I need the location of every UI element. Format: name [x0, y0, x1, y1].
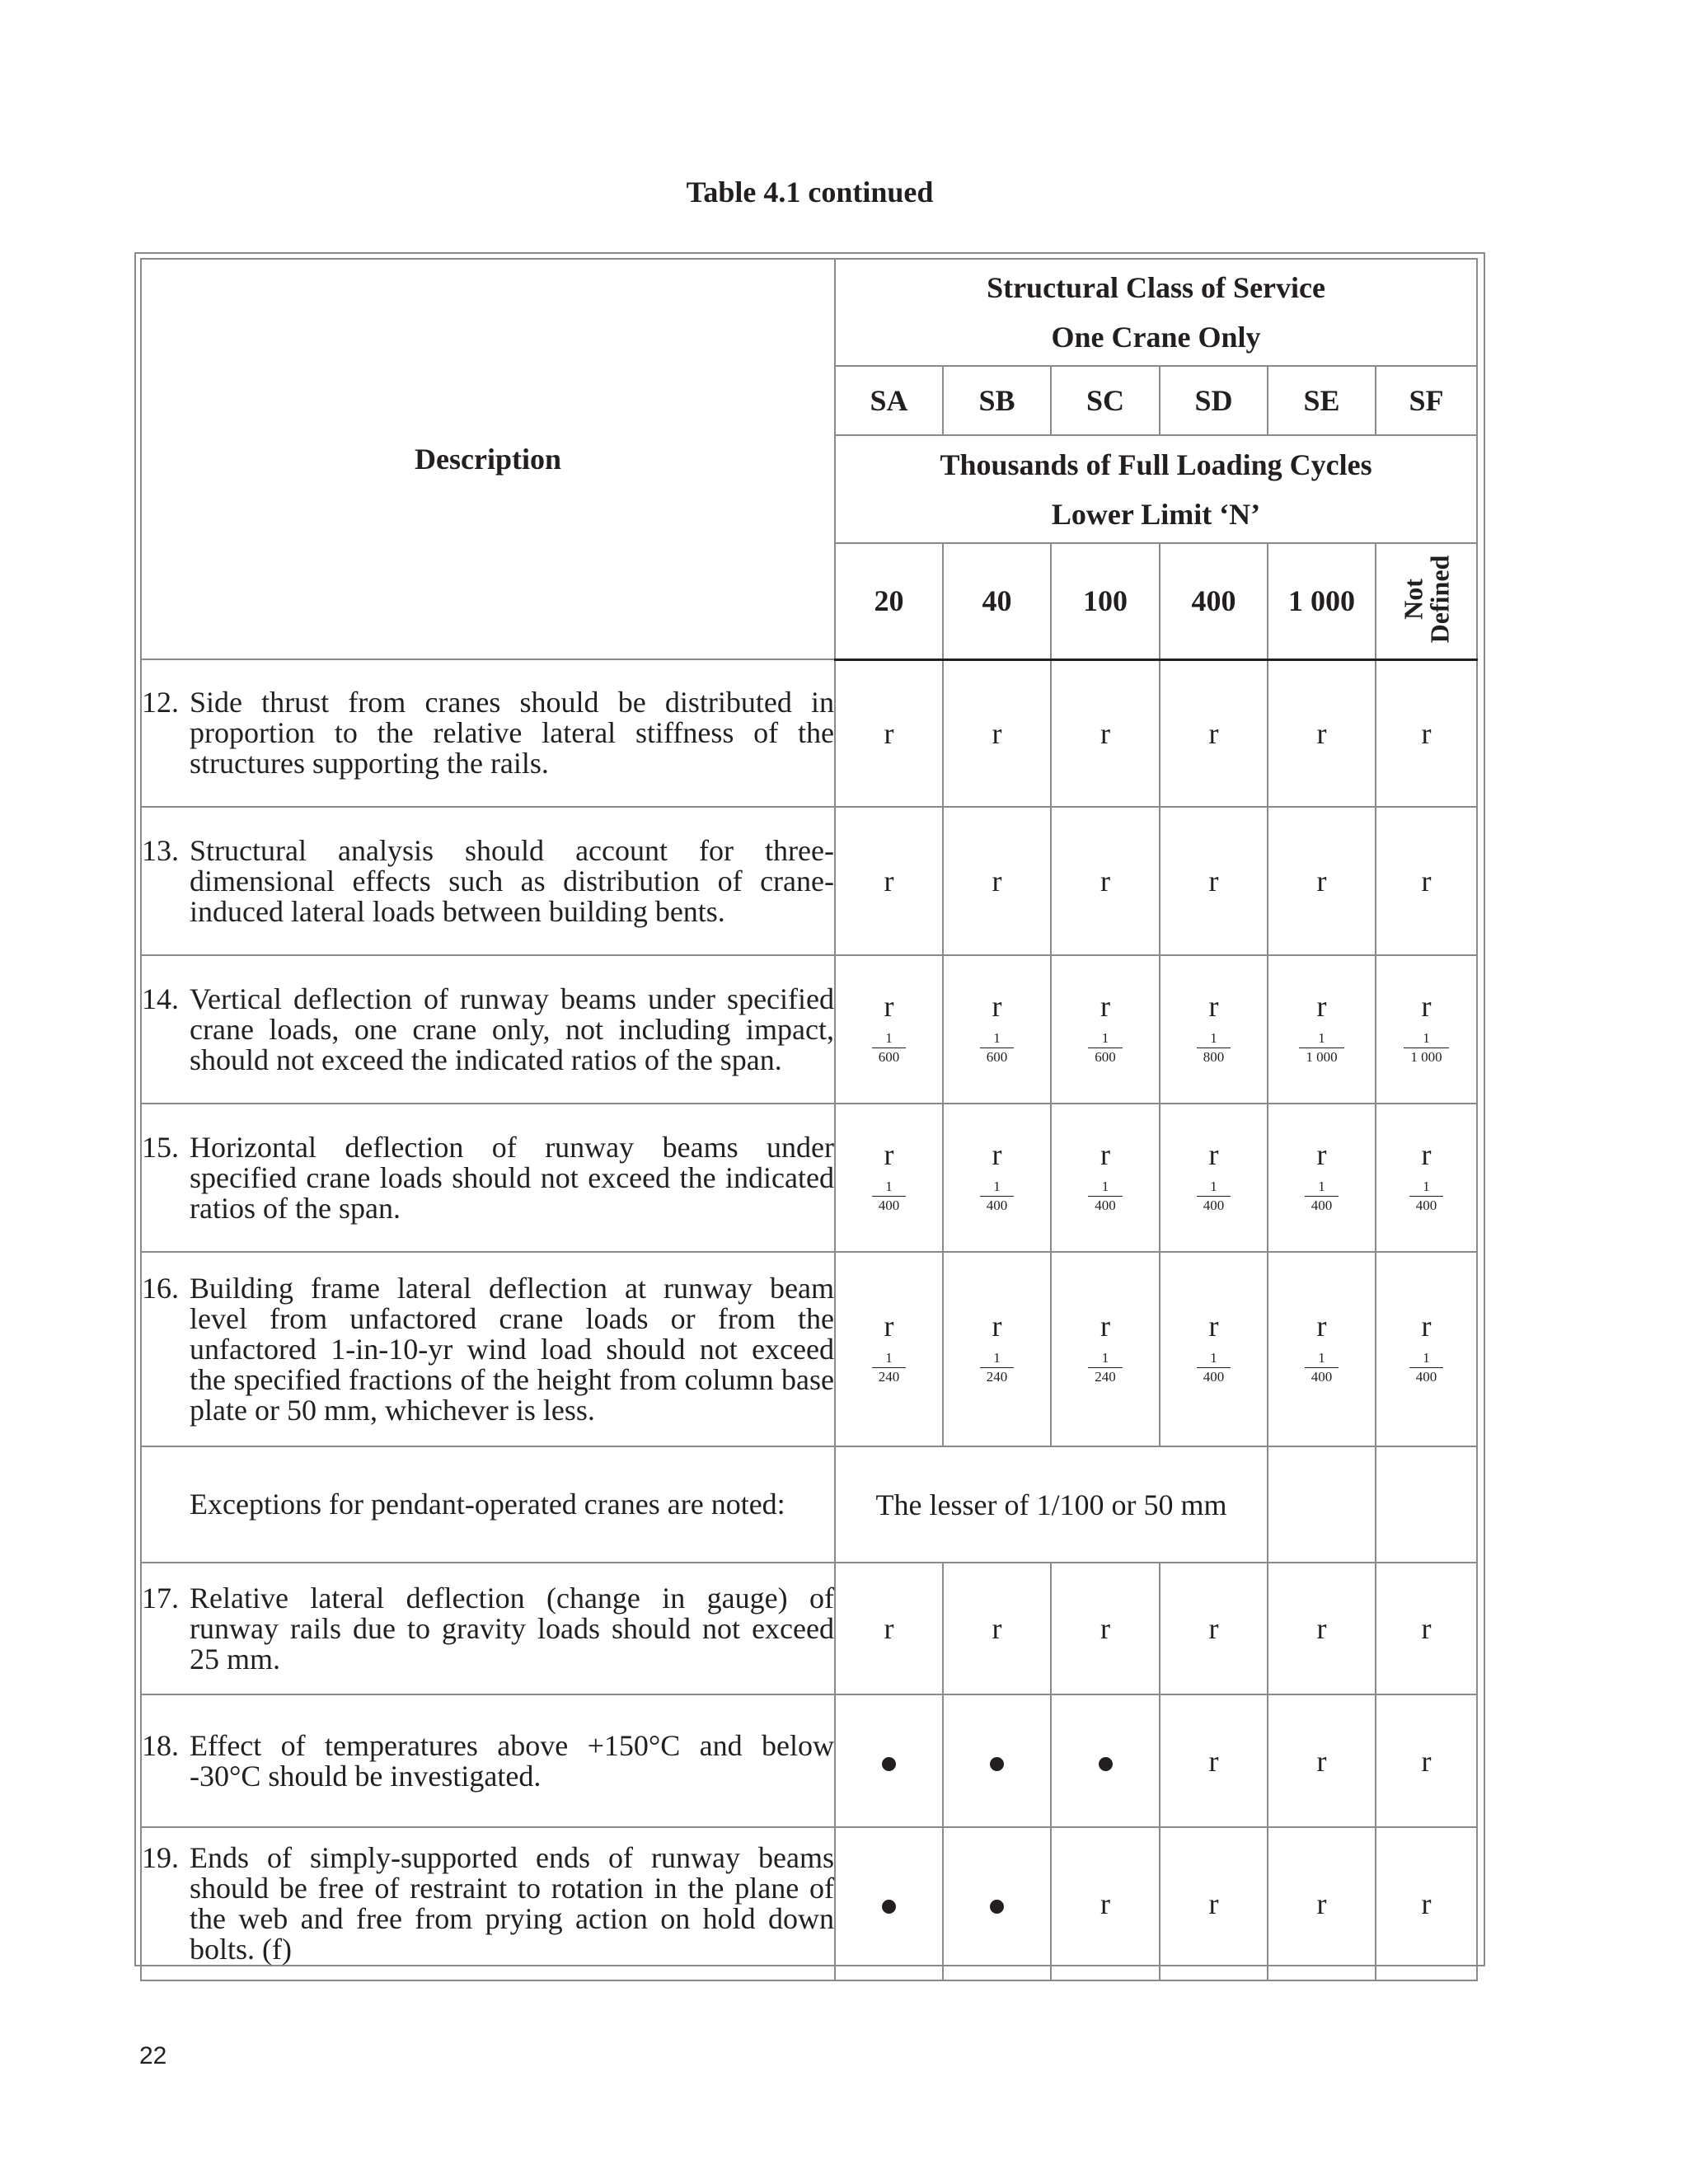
requirements-table [140, 258, 1478, 1981]
ratio-numerator: 1 [1210, 1350, 1217, 1366]
ratio-fraction [1197, 1351, 1231, 1385]
ratio-fraction [1305, 1351, 1339, 1385]
class-header-sb: SB [943, 366, 1051, 435]
ratio-numerator: 1 [1210, 1179, 1217, 1194]
cell-ratio [1160, 955, 1268, 1104]
cell-value: r [1376, 659, 1477, 807]
class-header-sf: SF [1376, 366, 1477, 435]
cell-value: r [1268, 1563, 1376, 1694]
ratio-numerator: 1 [885, 1030, 893, 1046]
cell-ratio [835, 1252, 943, 1446]
bullet-icon [882, 1757, 896, 1771]
ratio-fraction [1197, 1179, 1231, 1213]
cell-ratio [1268, 955, 1376, 1104]
ratio-numerator: 1 [885, 1350, 893, 1366]
ratio-fraction [872, 1351, 907, 1385]
ratio-fraction [1197, 1031, 1231, 1065]
ratio-fraction [872, 1031, 907, 1065]
cell-ratio [835, 955, 943, 1104]
ratio-fraction [1088, 1179, 1123, 1213]
cell-value: r [1100, 1310, 1110, 1343]
cell-value: r [1051, 1563, 1160, 1694]
exceptions-label: Exceptions for pendant-operated cranes are noted: [190, 1488, 785, 1521]
cell-value: r [1100, 1138, 1110, 1171]
ratio-fraction [1088, 1351, 1123, 1385]
not-defined-line1: Not [1398, 579, 1428, 621]
table-row [141, 1104, 1477, 1252]
cell-value: r [992, 1310, 1002, 1343]
cell-value: r [835, 807, 943, 955]
description-header: Description [141, 259, 835, 659]
cell-value: r [1208, 1138, 1219, 1171]
ratio-fraction [872, 1179, 907, 1213]
item-number: 18. [142, 1728, 179, 1762]
cell-value: r [1268, 1827, 1376, 1980]
cell-ratio [835, 1104, 943, 1252]
class-header-se: SE [1268, 366, 1376, 435]
ratio-denominator: 240 [986, 1369, 1008, 1385]
cell-value: r [1208, 1310, 1219, 1343]
cell-ratio [1376, 1104, 1477, 1252]
bullet-icon [990, 1757, 1004, 1771]
ratio-denominator: 800 [1203, 1049, 1225, 1065]
cell-value: r [1376, 1563, 1477, 1694]
table-caption: Table 4.1 continued [686, 176, 934, 209]
cell-ratio [1051, 1252, 1160, 1446]
ratio-numerator: 1 [1101, 1179, 1109, 1194]
cell-value: r [1421, 1310, 1432, 1343]
cell-value: r [1268, 659, 1376, 807]
item-description: Side thrust from cranes should be distributed in proportion to the relative lateral stiffness of the structures supporting the rails. [190, 686, 834, 780]
ratio-fraction [1305, 1179, 1339, 1213]
cycles-sf [1376, 543, 1477, 659]
ratio-numerator: 1 [1318, 1030, 1325, 1046]
table-row [141, 955, 1477, 1104]
ratio-numerator: 1 [993, 1030, 1001, 1046]
cell-value: r [1160, 807, 1268, 955]
cell-value: r [1100, 990, 1110, 1023]
table-row [141, 1563, 1477, 1694]
cell-value: r [1051, 1827, 1160, 1980]
loading-cycles-header [835, 435, 1477, 543]
cell-value: r [1160, 1694, 1268, 1827]
ratio-denominator: 400 [1415, 1369, 1437, 1385]
table-row [141, 659, 1477, 807]
ratio-denominator: 600 [986, 1049, 1008, 1065]
cell-value: r [943, 659, 1051, 807]
ratio-fraction [980, 1351, 1015, 1385]
cell-value: r [1376, 1694, 1477, 1827]
cell-ratio [1160, 1104, 1268, 1252]
cell-ratio [1160, 1252, 1268, 1446]
cycles-se: 1 000 [1268, 543, 1376, 659]
ratio-numerator: 1 [1101, 1350, 1109, 1366]
bullet-icon [1099, 1757, 1113, 1771]
cell-value: r [1268, 807, 1376, 955]
ratio-denominator: 400 [1311, 1369, 1333, 1385]
cell-ratio [1051, 955, 1160, 1104]
exceptions-value: The lesser of 1/100 or 50 mm [835, 1446, 1268, 1563]
cycles-sa: 20 [835, 543, 943, 659]
class-of-service-header [835, 259, 1477, 366]
cell-value: r [943, 807, 1051, 955]
ratio-numerator: 1 [993, 1179, 1001, 1194]
ratio-denominator: 400 [1415, 1197, 1437, 1213]
cell-value: r [1316, 990, 1327, 1023]
table-row [141, 1694, 1477, 1827]
table-row [141, 807, 1477, 955]
ratio-denominator: 1 000 [1410, 1049, 1442, 1065]
cell-empty [1376, 1446, 1477, 1563]
ratio-denominator: 400 [1203, 1197, 1225, 1213]
item-description: Relative lateral deflection (change in gauge) of runway rails due to gravity loads should not exceed 25 mm. [190, 1581, 834, 1675]
ratio-numerator: 1 [1318, 1179, 1325, 1194]
class-of-service-line1: Structural Class of Service [987, 271, 1325, 304]
cell-value: r [1051, 659, 1160, 807]
ratio-numerator: 1 [1423, 1030, 1430, 1046]
cell-ratio [1268, 1252, 1376, 1446]
item-number: 17. [142, 1581, 179, 1615]
cell-value: r [835, 659, 943, 807]
cycles-sb: 40 [943, 543, 1051, 659]
cell-value: r [1268, 1694, 1376, 1827]
cell-value: r [992, 1138, 1002, 1171]
ratio-denominator: 400 [1095, 1197, 1116, 1213]
ratio-denominator: 600 [878, 1049, 900, 1065]
ratio-numerator: 1 [1423, 1350, 1430, 1366]
ratio-numerator: 1 [993, 1350, 1001, 1366]
table-row [141, 1252, 1477, 1446]
cell-value: r [1316, 1138, 1327, 1171]
cell-ratio [1376, 1252, 1477, 1446]
cell-value: r [1421, 990, 1432, 1023]
bullet-icon [882, 1900, 896, 1914]
ratio-denominator: 400 [986, 1197, 1008, 1213]
class-of-service-line2: One Crane Only [1051, 321, 1261, 354]
ratio-fraction [1409, 1351, 1444, 1385]
ratio-denominator: 240 [878, 1369, 900, 1385]
cycles-sd: 400 [1160, 543, 1268, 659]
cell-value: r [992, 990, 1002, 1023]
loading-cycles-line2: Lower Limit ‘N’ [1051, 497, 1261, 531]
cell-value: r [1376, 1827, 1477, 1980]
cell-ratio [1051, 1104, 1160, 1252]
ratio-denominator: 400 [1203, 1369, 1225, 1385]
ratio-denominator: 400 [878, 1197, 900, 1213]
cycles-sc: 100 [1051, 543, 1160, 659]
item-number: 14. [142, 982, 179, 1015]
cell-value: r [1160, 1563, 1268, 1694]
loading-cycles-line1: Thousands of Full Loading Cycles [940, 448, 1372, 481]
item-description: Vertical deflection of runway beams under specified crane loads, one crane only, not including impact, should not exceed the indicated ratios of the span. [190, 982, 834, 1076]
ratio-numerator: 1 [1101, 1030, 1109, 1046]
cell-value: r [835, 1563, 943, 1694]
item-number: 16. [142, 1271, 179, 1305]
cell-value: r [943, 1563, 1051, 1694]
item-description: Horizontal deflection of runway beams under specified crane loads should not exceed the indicated ratios of the span. [190, 1130, 834, 1225]
ratio-denominator: 1 000 [1306, 1049, 1338, 1065]
ratio-denominator: 600 [1095, 1049, 1116, 1065]
cell-value: r [1051, 807, 1160, 955]
item-description: Ends of simply-supported ends of runway beams should be free of restraint to rotation in the plane of the web and free from prying action on hold down bolts. (f) [190, 1841, 834, 1966]
cell-value: r [884, 990, 894, 1023]
ratio-fraction [1299, 1031, 1343, 1065]
bullet-icon [990, 1900, 1004, 1914]
cell-value: r [1160, 659, 1268, 807]
ratio-fraction [1088, 1031, 1123, 1065]
item-description: Building frame lateral deflection at runway beam level from unfactored crane loads or from the unfactored 1-in-10-yr wind load should not exceed the specified fractions of the height from column base plate or 50 mm, whichever is less. [190, 1271, 834, 1427]
ratio-fraction [980, 1031, 1015, 1065]
cell-ratio [1268, 1104, 1376, 1252]
not-defined-line2: Defined [1424, 555, 1455, 644]
item-number: 19. [142, 1841, 179, 1874]
item-number: 13. [142, 833, 179, 867]
ratio-fraction [980, 1179, 1015, 1213]
cell-ratio [943, 1252, 1051, 1446]
cell-empty [1268, 1446, 1376, 1563]
cell-value: r [1208, 990, 1219, 1023]
cell-value: r [1316, 1310, 1327, 1343]
item-number: 12. [142, 686, 179, 719]
cell-value: r [884, 1138, 894, 1171]
ratio-denominator: 240 [1095, 1369, 1116, 1385]
table-row [141, 1827, 1477, 1980]
cell-value: r [884, 1310, 894, 1343]
ratio-numerator: 1 [885, 1179, 893, 1194]
item-number: 15. [142, 1130, 179, 1164]
cell-ratio [943, 1104, 1051, 1252]
cell-value: r [1421, 1138, 1432, 1171]
table-row [141, 1446, 1477, 1563]
item-description: Effect of temperatures above +150°C and below -30°C should be investigated. [190, 1728, 834, 1793]
cell-value: r [1160, 1827, 1268, 1980]
ratio-numerator: 1 [1423, 1179, 1430, 1194]
cell-ratio [943, 955, 1051, 1104]
class-header-sd: SD [1160, 366, 1268, 435]
page-number: 22 [139, 2042, 167, 2069]
ratio-numerator: 1 [1210, 1030, 1217, 1046]
class-header-sc: SC [1051, 366, 1160, 435]
ratio-denominator: 400 [1311, 1197, 1333, 1213]
ratio-fraction [1404, 1031, 1448, 1065]
class-header-sa: SA [835, 366, 943, 435]
item-description: Structural analysis should account for three-dimensional effects such as distribution of crane-induced lateral loads between building bents. [190, 833, 834, 928]
cell-ratio [1376, 955, 1477, 1104]
cell-value: r [1376, 807, 1477, 955]
ratio-numerator: 1 [1318, 1350, 1325, 1366]
ratio-fraction [1409, 1179, 1444, 1213]
